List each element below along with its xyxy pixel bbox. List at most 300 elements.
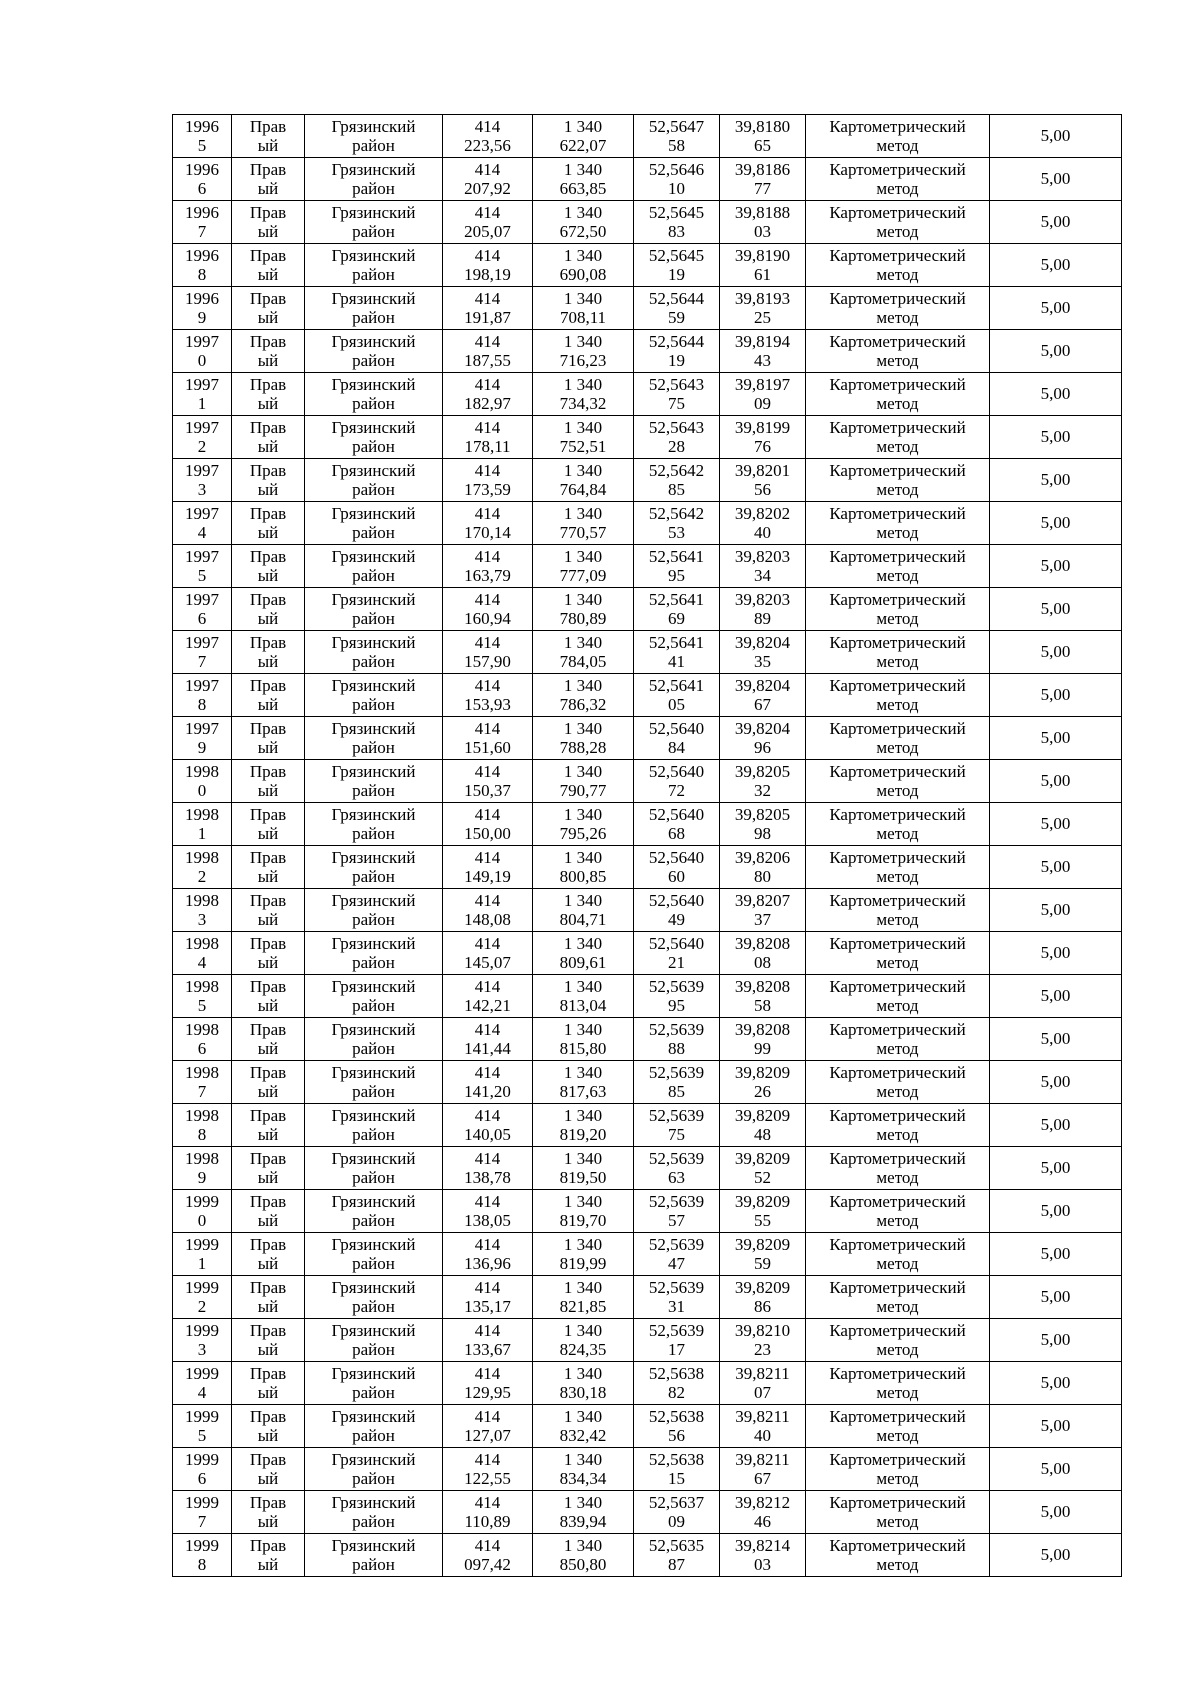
method-line-1: Картометрический [829, 461, 966, 480]
latitude-line-2: 87 [668, 1555, 685, 1574]
point-number-cell [173, 115, 232, 158]
latitude-line-2: 41 [668, 652, 685, 671]
y-coordinate-line-2: 819,50 [559, 1168, 607, 1187]
point-number-cell [173, 760, 232, 803]
bank-side-cell [232, 1061, 305, 1104]
x-coordinate-line-1: 414 [474, 1106, 501, 1125]
longitude-line-2: 23 [754, 1340, 771, 1359]
latitude-line-1: 52,5639 [648, 1149, 705, 1168]
longitude-line-1: 39,8212 [734, 1493, 791, 1512]
longitude-cell [720, 244, 806, 287]
method-cell [806, 1104, 990, 1147]
y-coordinate-line-1: 1 340 [563, 719, 603, 738]
district-line-2: район [352, 1297, 395, 1316]
x-coordinate-line-2: 178,11 [464, 437, 511, 456]
longitude-line-1: 39,8204 [734, 676, 791, 695]
district-line-2: район [352, 824, 395, 843]
x-coordinate-line-2: 141,44 [464, 1039, 511, 1058]
point-number-line-2: 4 [197, 1383, 207, 1402]
point-number-line-2: 9 [197, 1168, 207, 1187]
bank-side-line-1: Прав [249, 332, 287, 351]
table-row [173, 545, 1122, 588]
latitude-cell [634, 803, 720, 846]
longitude-line-2: 40 [754, 523, 771, 542]
y-coordinate-cell [533, 1405, 634, 1448]
bank-side-cell [232, 889, 305, 932]
longitude-cell [720, 115, 806, 158]
latitude-cell [634, 1491, 720, 1534]
point-number-line-2: 8 [197, 1125, 207, 1144]
y-coordinate-line-1: 1 340 [563, 332, 603, 351]
y-coordinate-cell [533, 459, 634, 502]
method-line-2: метод [876, 308, 919, 327]
table-row [173, 1319, 1122, 1362]
latitude-line-2: 58 [668, 136, 685, 155]
y-coordinate-line-2: 819,20 [559, 1125, 607, 1144]
x-coordinate-line-1: 414 [474, 547, 501, 566]
latitude-line-1: 52,5645 [648, 246, 705, 265]
bank-side-cell [232, 502, 305, 545]
x-coordinate-line-2: 141,20 [464, 1082, 511, 1101]
bank-side-line-2: ый [257, 437, 279, 456]
latitude-line-1: 52,5637 [648, 1493, 705, 1512]
point-number-line-1: 1999 [185, 1321, 219, 1340]
y-coordinate-line-2: 839,94 [559, 1512, 607, 1531]
x-coordinate-cell [443, 287, 533, 330]
x-coordinate-line-1: 414 [474, 891, 501, 910]
method-line-1: Картометрический [829, 1364, 966, 1383]
x-coordinate-line-2: 136,96 [464, 1254, 511, 1273]
accuracy-cell: 5,00 [990, 846, 1122, 889]
district-line-1: Грязинский [331, 1407, 416, 1426]
longitude-cell [720, 459, 806, 502]
district-line-1: Грязинский [331, 246, 416, 265]
longitude-cell [720, 1190, 806, 1233]
x-coordinate-cell [443, 975, 533, 1018]
y-coordinate-line-1: 1 340 [563, 848, 603, 867]
longitude-line-2: 03 [754, 1555, 771, 1574]
accuracy-cell: 5,00 [990, 1448, 1122, 1491]
bank-side-line-2: ый [257, 1039, 279, 1058]
longitude-cell [720, 1147, 806, 1190]
method-line-1: Картометрический [829, 848, 966, 867]
longitude-cell [720, 1276, 806, 1319]
method-line-2: метод [876, 953, 919, 972]
latitude-line-2: 84 [668, 738, 685, 757]
district-line-1: Грязинский [331, 762, 416, 781]
bank-side-cell [232, 1319, 305, 1362]
y-coordinate-cell [533, 1233, 634, 1276]
district-line-1: Грязинский [331, 504, 416, 523]
district-line-2: район [352, 1254, 395, 1273]
method-cell [806, 330, 990, 373]
bank-side-line-2: ый [257, 609, 279, 628]
table-row [173, 1448, 1122, 1491]
table-row [173, 932, 1122, 975]
y-coordinate-cell [533, 889, 634, 932]
table-row [173, 244, 1122, 287]
latitude-line-2: 68 [668, 824, 685, 843]
point-number-cell [173, 1362, 232, 1405]
table-row [173, 975, 1122, 1018]
district-line-2: район [352, 1039, 395, 1058]
bank-side-line-2: ый [257, 566, 279, 585]
point-number-line-2: 9 [197, 738, 207, 757]
method-line-2: метод [876, 523, 919, 542]
point-number-line-2: 3 [197, 1340, 207, 1359]
district-line-2: район [352, 437, 395, 456]
y-coordinate-line-2: 824,35 [559, 1340, 607, 1359]
y-coordinate-line-1: 1 340 [563, 203, 603, 222]
accuracy-cell: 5,00 [990, 1018, 1122, 1061]
method-line-2: метод [876, 652, 919, 671]
y-coordinate-cell [533, 201, 634, 244]
latitude-cell [634, 674, 720, 717]
district-line-1: Грязинский [331, 977, 416, 996]
bank-side-line-1: Прав [249, 160, 287, 179]
district-line-1: Грязинский [331, 1493, 416, 1512]
y-coordinate-line-1: 1 340 [563, 418, 603, 437]
x-coordinate-cell [443, 244, 533, 287]
table-row [173, 588, 1122, 631]
point-number-cell [173, 717, 232, 760]
bank-side-cell [232, 115, 305, 158]
method-line-2: метод [876, 996, 919, 1015]
bank-side-line-1: Прав [249, 590, 287, 609]
longitude-line-1: 39,8209 [734, 1192, 791, 1211]
y-coordinate-line-1: 1 340 [563, 1364, 603, 1383]
longitude-cell [720, 1362, 806, 1405]
method-cell [806, 416, 990, 459]
point-number-cell [173, 244, 232, 287]
accuracy-cell: 5,00 [990, 545, 1122, 588]
longitude-cell [720, 201, 806, 244]
method-line-1: Картометрический [829, 1235, 966, 1254]
y-coordinate-line-1: 1 340 [563, 1192, 603, 1211]
point-number-line-2: 5 [197, 136, 207, 155]
bank-side-cell [232, 717, 305, 760]
y-coordinate-line-2: 790,77 [559, 781, 607, 800]
point-number-line-1: 1998 [185, 1149, 219, 1168]
method-line-2: метод [876, 1383, 919, 1402]
y-coordinate-cell [533, 416, 634, 459]
x-coordinate-cell [443, 760, 533, 803]
longitude-line-1: 39,8209 [734, 1278, 791, 1297]
point-number-cell [173, 1319, 232, 1362]
longitude-line-2: 48 [754, 1125, 771, 1144]
y-coordinate-line-1: 1 340 [563, 375, 603, 394]
district-line-2: район [352, 566, 395, 585]
point-number-cell [173, 287, 232, 330]
longitude-line-2: 86 [754, 1297, 771, 1316]
bank-side-cell [232, 244, 305, 287]
point-number-line-2: 1 [197, 394, 207, 413]
method-line-1: Картометрический [829, 504, 966, 523]
latitude-line-2: 75 [668, 1125, 685, 1144]
district-line-1: Грязинский [331, 1450, 416, 1469]
accuracy-cell: 5,00 [990, 889, 1122, 932]
district-line-1: Грязинский [331, 590, 416, 609]
y-coordinate-line-2: 819,70 [559, 1211, 607, 1230]
accuracy-cell: 5,00 [990, 1061, 1122, 1104]
table-row [173, 1362, 1122, 1405]
table-body [173, 115, 1122, 1577]
longitude-line-1: 39,8209 [734, 1149, 791, 1168]
bank-side-line-2: ый [257, 1340, 279, 1359]
method-cell [806, 287, 990, 330]
bank-side-line-1: Прав [249, 1364, 287, 1383]
latitude-line-1: 52,5644 [648, 289, 705, 308]
latitude-line-2: 60 [668, 867, 685, 886]
longitude-line-1: 39,8209 [734, 1063, 791, 1082]
x-coordinate-line-2: 148,08 [464, 910, 511, 929]
point-number-line-2: 5 [197, 1426, 207, 1445]
method-line-1: Картометрический [829, 805, 966, 824]
bank-side-line-1: Прав [249, 676, 287, 695]
district-line-1: Грязинский [331, 934, 416, 953]
district-cell [305, 1147, 443, 1190]
y-coordinate-line-2: 819,99 [559, 1254, 607, 1273]
longitude-line-1: 39,8203 [734, 547, 791, 566]
x-coordinate-cell [443, 932, 533, 975]
latitude-cell [634, 287, 720, 330]
y-coordinate-cell [533, 717, 634, 760]
point-number-line-2: 7 [197, 1512, 207, 1531]
y-coordinate-line-2: 780,89 [559, 609, 607, 628]
longitude-line-2: 07 [754, 1383, 771, 1402]
x-coordinate-line-2: 187,55 [464, 351, 511, 370]
x-coordinate-line-1: 414 [474, 1192, 501, 1211]
longitude-line-2: 59 [754, 1254, 771, 1273]
y-coordinate-cell [533, 373, 634, 416]
point-number-line-1: 1999 [185, 1192, 219, 1211]
point-number-cell [173, 889, 232, 932]
longitude-cell [720, 1018, 806, 1061]
district-line-1: Грязинский [331, 719, 416, 738]
longitude-line-1: 39,8210 [734, 1321, 791, 1340]
longitude-line-1: 39,8208 [734, 934, 791, 953]
district-line-2: район [352, 953, 395, 972]
district-line-1: Грязинский [331, 547, 416, 566]
y-coordinate-line-2: 832,42 [559, 1426, 607, 1445]
latitude-line-2: 75 [668, 394, 685, 413]
district-line-2: район [352, 1082, 395, 1101]
method-line-2: метод [876, 566, 919, 585]
longitude-line-1: 39,8214 [734, 1536, 791, 1555]
y-coordinate-cell [533, 115, 634, 158]
district-cell [305, 158, 443, 201]
method-line-2: метод [876, 695, 919, 714]
latitude-line-2: 82 [668, 1383, 685, 1402]
latitude-cell [634, 158, 720, 201]
point-number-cell [173, 502, 232, 545]
y-coordinate-line-1: 1 340 [563, 1536, 603, 1555]
longitude-line-2: 09 [754, 394, 771, 413]
y-coordinate-cell [533, 674, 634, 717]
longitude-cell [720, 330, 806, 373]
method-line-1: Картометрический [829, 633, 966, 652]
latitude-cell [634, 975, 720, 1018]
district-cell [305, 1061, 443, 1104]
method-line-2: метод [876, 351, 919, 370]
bank-side-line-2: ый [257, 824, 279, 843]
bank-side-cell [232, 1233, 305, 1276]
y-coordinate-line-2: 817,63 [559, 1082, 607, 1101]
latitude-line-2: 69 [668, 609, 685, 628]
longitude-cell [720, 1233, 806, 1276]
method-cell [806, 760, 990, 803]
latitude-line-2: 85 [668, 480, 685, 499]
y-coordinate-line-2: 821,85 [559, 1297, 607, 1316]
latitude-line-1: 52,5639 [648, 1321, 705, 1340]
y-coordinate-line-1: 1 340 [563, 1321, 603, 1340]
latitude-line-2: 15 [668, 1469, 685, 1488]
district-cell [305, 1405, 443, 1448]
x-coordinate-cell [443, 373, 533, 416]
point-number-line-1: 1996 [185, 203, 219, 222]
point-number-line-2: 4 [197, 523, 207, 542]
method-line-1: Картометрический [829, 1321, 966, 1340]
method-line-1: Картометрический [829, 1149, 966, 1168]
latitude-line-1: 52,5639 [648, 1020, 705, 1039]
district-line-1: Грязинский [331, 461, 416, 480]
x-coordinate-line-2: 127,07 [464, 1426, 511, 1445]
district-cell [305, 975, 443, 1018]
district-line-1: Грязинский [331, 1235, 416, 1254]
latitude-cell [634, 1405, 720, 1448]
accuracy-cell: 5,00 [990, 1233, 1122, 1276]
bank-side-cell [232, 674, 305, 717]
bank-side-line-1: Прав [249, 848, 287, 867]
x-coordinate-cell [443, 1491, 533, 1534]
point-number-line-2: 0 [197, 781, 207, 800]
district-line-2: район [352, 1426, 395, 1445]
y-coordinate-line-1: 1 340 [563, 289, 603, 308]
longitude-cell [720, 760, 806, 803]
bank-side-line-2: ый [257, 136, 279, 155]
point-number-line-1: 1999 [185, 1278, 219, 1297]
bank-side-line-1: Прав [249, 418, 287, 437]
point-number-line-1: 1999 [185, 1235, 219, 1254]
method-cell [806, 803, 990, 846]
y-coordinate-cell [533, 846, 634, 889]
longitude-line-1: 39,8209 [734, 1106, 791, 1125]
method-cell [806, 932, 990, 975]
point-number-line-1: 1997 [185, 719, 219, 738]
point-number-line-2: 4 [197, 953, 207, 972]
x-coordinate-line-2: 205,07 [464, 222, 511, 241]
longitude-cell [720, 631, 806, 674]
method-cell [806, 244, 990, 287]
latitude-cell [634, 1061, 720, 1104]
bank-side-cell [232, 1147, 305, 1190]
x-coordinate-line-2: 207,92 [464, 179, 511, 198]
y-coordinate-line-2: 815,80 [559, 1039, 607, 1058]
latitude-line-1: 52,5639 [648, 1063, 705, 1082]
y-coordinate-cell [533, 330, 634, 373]
bank-side-cell [232, 158, 305, 201]
point-number-line-1: 1999 [185, 1536, 219, 1555]
x-coordinate-line-1: 414 [474, 418, 501, 437]
latitude-cell [634, 1018, 720, 1061]
y-coordinate-line-1: 1 340 [563, 1106, 603, 1125]
x-coordinate-line-2: 151,60 [464, 738, 511, 757]
point-number-line-1: 1997 [185, 547, 219, 566]
y-coordinate-cell [533, 502, 634, 545]
longitude-line-1: 39,8180 [734, 117, 791, 136]
latitude-cell [634, 502, 720, 545]
point-number-line-1: 1999 [185, 1407, 219, 1426]
district-line-2: район [352, 867, 395, 886]
longitude-cell [720, 1448, 806, 1491]
latitude-line-1: 52,5635 [648, 1536, 705, 1555]
x-coordinate-line-2: 138,78 [464, 1168, 511, 1187]
x-coordinate-line-1: 414 [474, 1235, 501, 1254]
point-number-cell [173, 631, 232, 674]
x-coordinate-cell [443, 416, 533, 459]
point-number-cell [173, 1233, 232, 1276]
latitude-line-2: 19 [668, 351, 685, 370]
method-line-2: метод [876, 1039, 919, 1058]
method-line-1: Картометрический [829, 1063, 966, 1082]
latitude-line-2: 59 [668, 308, 685, 327]
bank-side-line-1: Прав [249, 1192, 287, 1211]
latitude-cell [634, 1276, 720, 1319]
y-coordinate-line-1: 1 340 [563, 160, 603, 179]
latitude-line-2: 88 [668, 1039, 685, 1058]
accuracy-cell: 5,00 [990, 631, 1122, 674]
y-coordinate-line-1: 1 340 [563, 1020, 603, 1039]
point-number-line-1: 1998 [185, 1063, 219, 1082]
bank-side-line-2: ый [257, 480, 279, 499]
point-number-line-2: 0 [197, 1211, 207, 1230]
latitude-line-2: 17 [668, 1340, 685, 1359]
point-number-line-1: 1997 [185, 676, 219, 695]
longitude-line-2: 61 [754, 265, 771, 284]
y-coordinate-line-2: 788,28 [559, 738, 607, 757]
latitude-line-1: 52,5647 [648, 117, 705, 136]
method-line-2: метод [876, 609, 919, 628]
latitude-line-1: 52,5639 [648, 1235, 705, 1254]
x-coordinate-cell [443, 674, 533, 717]
latitude-line-2: 05 [668, 695, 685, 714]
method-line-1: Картометрический [829, 246, 966, 265]
latitude-line-2: 95 [668, 996, 685, 1015]
accuracy-cell: 5,00 [990, 1319, 1122, 1362]
point-number-line-2: 3 [197, 910, 207, 929]
bank-side-cell [232, 416, 305, 459]
method-line-1: Картометрический [829, 1192, 966, 1211]
method-cell [806, 1491, 990, 1534]
latitude-cell [634, 1448, 720, 1491]
longitude-line-1: 39,8202 [734, 504, 791, 523]
bank-side-cell [232, 373, 305, 416]
latitude-cell [634, 846, 720, 889]
method-line-1: Картометрический [829, 375, 966, 394]
longitude-cell [720, 373, 806, 416]
accuracy-cell: 5,00 [990, 1362, 1122, 1405]
bank-side-line-2: ый [257, 1426, 279, 1445]
table-row [173, 717, 1122, 760]
method-line-2: метод [876, 179, 919, 198]
longitude-cell [720, 1534, 806, 1577]
x-coordinate-line-2: 122,55 [464, 1469, 511, 1488]
accuracy-cell: 5,00 [990, 1534, 1122, 1577]
y-coordinate-line-2: 834,34 [559, 1469, 607, 1488]
bank-side-line-2: ый [257, 265, 279, 284]
latitude-line-1: 52,5640 [648, 719, 705, 738]
latitude-cell [634, 1534, 720, 1577]
